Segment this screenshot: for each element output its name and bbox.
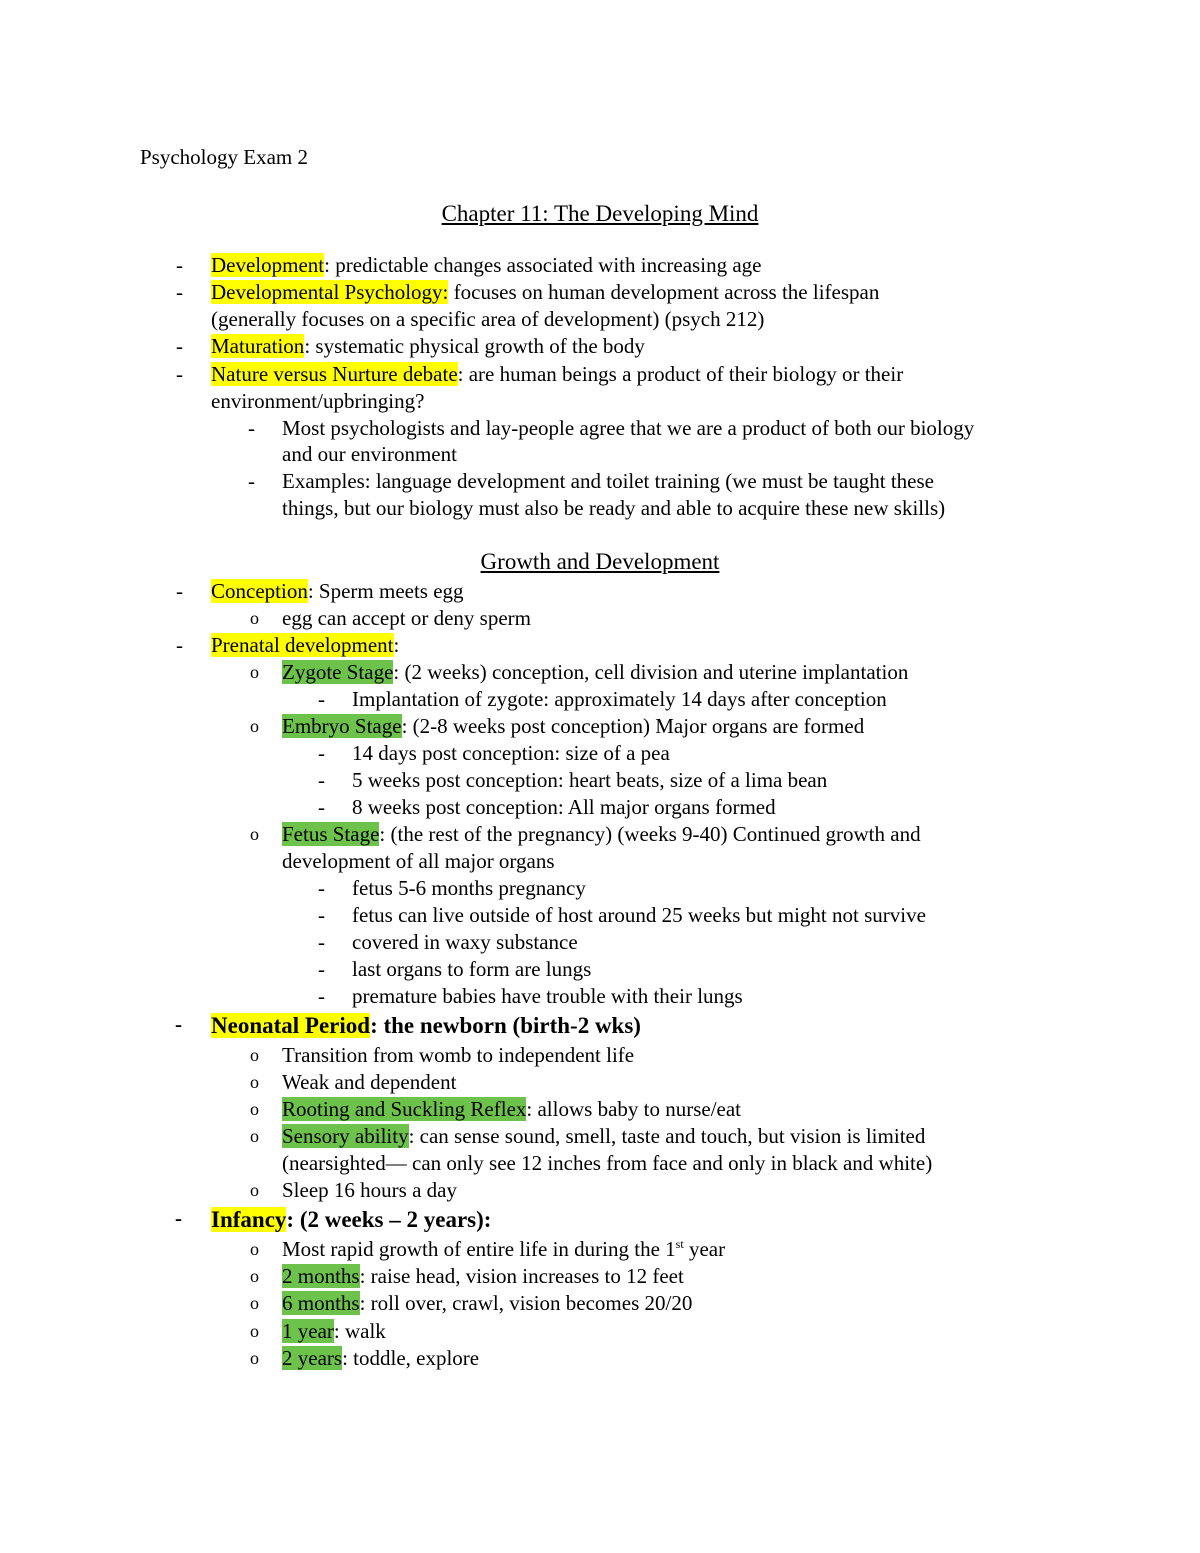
dash-marker: - bbox=[175, 1012, 182, 1036]
term-sensory: Sensory ability bbox=[282, 1124, 409, 1148]
bullet-developmental-psychology bbox=[211, 279, 879, 306]
bullet-conception bbox=[211, 578, 464, 605]
term-infancy: Infancy bbox=[211, 1207, 287, 1232]
infancy-item-6-months bbox=[282, 1290, 692, 1317]
bullet-infancy bbox=[211, 1205, 491, 1235]
definition-text: : the newborn (birth-2 wks) bbox=[370, 1013, 641, 1038]
dash-marker: - bbox=[318, 957, 325, 981]
term-development: Development bbox=[211, 253, 325, 277]
dash-marker: - bbox=[175, 1206, 182, 1230]
detail-embryo: 5 weeks post conception: heart beats, size of a lima bean bbox=[352, 768, 828, 792]
dash-marker: - bbox=[176, 280, 183, 304]
circle-marker: o bbox=[250, 1321, 259, 1341]
term-zygote: Zygote Stage bbox=[282, 660, 394, 684]
text-fragment: Most rapid growth of entire life in during the 1 bbox=[282, 1237, 676, 1261]
circle-marker: o bbox=[250, 1045, 259, 1065]
definition-text: : (2 weeks) conception, cell division and uterine implantation bbox=[393, 660, 909, 684]
definition-text: : (2 weeks – 2 years): bbox=[286, 1207, 492, 1232]
circle-marker: o bbox=[250, 1293, 259, 1313]
neonatal-item-rooting bbox=[282, 1096, 741, 1123]
dash-marker: - bbox=[318, 768, 325, 792]
term-developmental-psychology: Developmental Psychology: bbox=[211, 280, 449, 304]
neonatal-item: Sleep 16 hours a day bbox=[282, 1178, 457, 1202]
dash-marker: - bbox=[176, 253, 183, 277]
definition-text: : are human beings a product of their biology or their bbox=[457, 362, 904, 386]
detail-fetus: premature babies have trouble with their lungs bbox=[352, 984, 743, 1008]
bullet-development bbox=[211, 252, 761, 279]
definition-text: focuses on human development across the lifespan bbox=[448, 280, 880, 304]
dash-marker: - bbox=[318, 903, 325, 927]
definition-text: : walk bbox=[333, 1319, 386, 1343]
circle-marker: o bbox=[250, 608, 259, 628]
sub-bullet-examples: Examples: language development and toilet training (we must be taught these bbox=[282, 469, 934, 493]
chapter-heading: Chapter 11: The Developing Mind bbox=[441, 201, 759, 226]
term-fetus: Fetus Stage bbox=[282, 822, 380, 846]
neonatal-item: Transition from womb to independent life bbox=[282, 1043, 635, 1067]
dash-marker: - bbox=[176, 362, 183, 386]
dash-marker: - bbox=[318, 687, 325, 711]
text-fragment: year bbox=[683, 1237, 726, 1261]
sub-bullet-embryo bbox=[282, 713, 864, 740]
sub-bullet-fetus bbox=[282, 821, 921, 848]
document-title: Psychology Exam 2 bbox=[140, 145, 308, 169]
definition-text: : toddle, explore bbox=[342, 1346, 480, 1370]
circle-marker: o bbox=[250, 1266, 259, 1286]
detail-embryo: 14 days post conception: size of a pea bbox=[352, 741, 670, 765]
dash-marker: - bbox=[318, 876, 325, 900]
detail-embryo: 8 weeks post conception: All major organs formed bbox=[352, 795, 776, 819]
definition-text: : (2-8 weeks post conception) Major organs are formed bbox=[401, 714, 865, 738]
dash-marker: - bbox=[176, 334, 183, 358]
circle-marker: o bbox=[250, 1348, 259, 1368]
infancy-item-1-year bbox=[282, 1318, 386, 1345]
term-rooting: Rooting and Suckling Reflex bbox=[282, 1097, 527, 1121]
continuation-text: environment/upbringing? bbox=[211, 389, 425, 413]
continuation-text: development of all major organs bbox=[282, 849, 555, 873]
section-heading: Growth and Development bbox=[480, 549, 720, 574]
infancy-item-2-years bbox=[282, 1345, 479, 1372]
circle-marker: o bbox=[250, 1239, 259, 1259]
infancy-item-rapid-growth bbox=[282, 1236, 725, 1263]
bullet-nature-nurture bbox=[211, 361, 903, 388]
term-2-months: 2 months bbox=[282, 1264, 360, 1288]
term-prenatal: Prenatal development bbox=[211, 633, 394, 657]
continuation-text: (generally focuses on a specific area of development) (psych 212) bbox=[211, 307, 765, 331]
definition-text: : can sense sound, smell, taste and touch, but vision is limited bbox=[408, 1124, 926, 1148]
continuation-text: and our environment bbox=[282, 442, 457, 466]
dash-marker: - bbox=[248, 469, 255, 493]
circle-marker: o bbox=[250, 824, 259, 844]
bullet-neonatal bbox=[211, 1011, 641, 1041]
bullet-prenatal bbox=[211, 632, 399, 659]
circle-marker: o bbox=[250, 716, 259, 736]
definition-text: : roll over, crawl, vision becomes 20/20 bbox=[359, 1291, 693, 1315]
infancy-item-2-months bbox=[282, 1263, 684, 1290]
term-2-years: 2 years bbox=[282, 1346, 343, 1370]
definition-text: : (the rest of the pregnancy) (weeks 9-40) Continued growth and bbox=[379, 822, 921, 846]
detail-fetus: last organs to form are lungs bbox=[352, 957, 592, 981]
superscript: st bbox=[675, 1237, 684, 1251]
sub-bullet-most-psychologists: Most psychologists and lay-people agree that we are a product of both our biology bbox=[282, 416, 975, 440]
dash-marker: - bbox=[318, 984, 325, 1008]
sub-bullet-egg: egg can accept or deny sperm bbox=[282, 606, 531, 630]
definition-text: : systematic physical growth of the body bbox=[304, 334, 645, 358]
continuation-text: things, but our biology must also be ready and able to acquire these new skills) bbox=[282, 496, 946, 520]
definition-text: : Sperm meets egg bbox=[307, 579, 464, 603]
neonatal-item: Weak and dependent bbox=[282, 1070, 457, 1094]
term-embryo: Embryo Stage bbox=[282, 714, 402, 738]
term-neonatal: Neonatal Period bbox=[211, 1013, 371, 1038]
circle-marker: o bbox=[250, 1180, 259, 1200]
dash-marker: - bbox=[248, 416, 255, 440]
detail-zygote: Implantation of zygote: approximately 14 days after conception bbox=[352, 687, 887, 711]
term-1-year: 1 year bbox=[282, 1319, 334, 1343]
term-conception: Conception bbox=[211, 579, 308, 603]
term-6-months: 6 months bbox=[282, 1291, 360, 1315]
circle-marker: o bbox=[250, 1072, 259, 1092]
definition-text: : bbox=[393, 633, 400, 657]
dash-marker: - bbox=[176, 579, 183, 603]
bullet-maturation bbox=[211, 333, 645, 360]
definition-text: : allows baby to nurse/eat bbox=[526, 1097, 742, 1121]
detail-fetus: fetus 5-6 months pregnancy bbox=[352, 876, 586, 900]
term-nature-nurture: Nature versus Nurture debate bbox=[211, 362, 458, 386]
circle-marker: o bbox=[250, 662, 259, 682]
definition-text: : predictable changes associated with increasing age bbox=[324, 253, 762, 277]
circle-marker: o bbox=[250, 1099, 259, 1119]
continuation-text: (nearsighted— can only see 12 inches from face and only in black and white) bbox=[282, 1151, 933, 1175]
dash-marker: - bbox=[176, 633, 183, 657]
detail-fetus: fetus can live outside of host around 25 weeks but might not survive bbox=[352, 903, 926, 927]
dash-marker: - bbox=[318, 930, 325, 954]
dash-marker: - bbox=[318, 741, 325, 765]
definition-text: : raise head, vision increases to 12 feet bbox=[359, 1264, 684, 1288]
term-maturation: Maturation bbox=[211, 334, 305, 358]
neonatal-item-sensory bbox=[282, 1123, 925, 1150]
circle-marker: o bbox=[250, 1126, 259, 1146]
dash-marker: - bbox=[318, 795, 325, 819]
sub-bullet-zygote bbox=[282, 659, 908, 686]
detail-fetus: covered in waxy substance bbox=[352, 930, 578, 954]
